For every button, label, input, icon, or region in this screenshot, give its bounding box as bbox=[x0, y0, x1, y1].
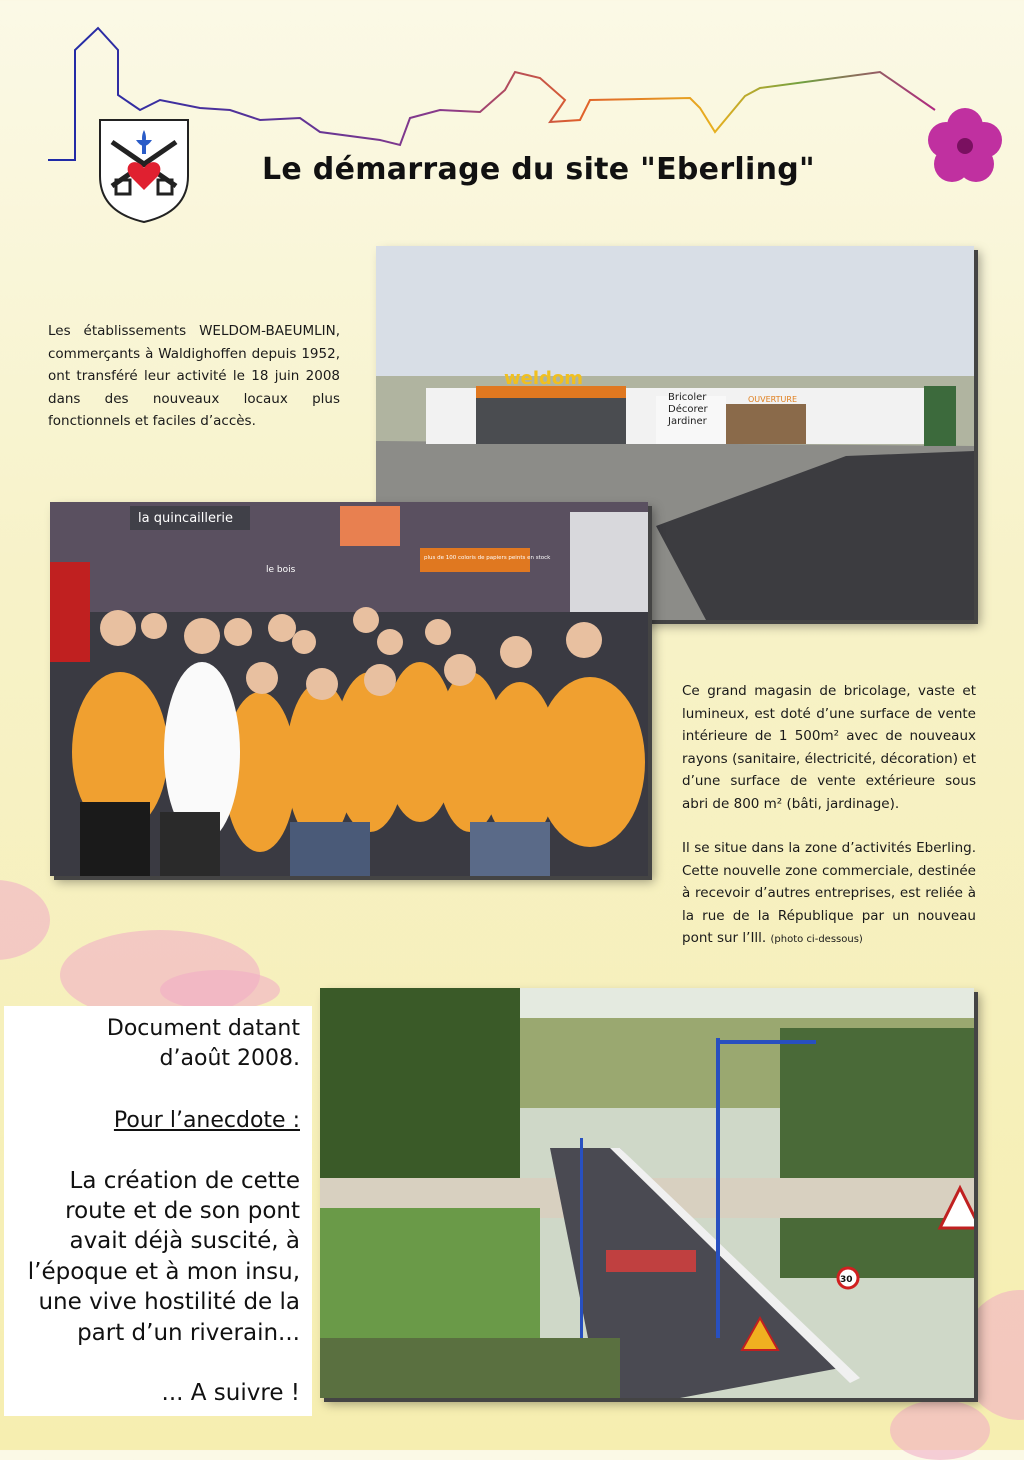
note-story-line-1: La création de cette bbox=[69, 1168, 300, 1194]
store-sign-bricoler: Bricoler bbox=[668, 392, 707, 403]
note-story-line-3: avait déjà suscité, à bbox=[69, 1228, 300, 1254]
note-story-line-2: route et de son pont bbox=[65, 1198, 300, 1224]
store-brand-sign: weldom bbox=[504, 368, 584, 389]
store-description-paragraph: Ce grand magasin de bricolage, vaste et lumineux, est doté d’une surface de vente intérieure de 1 500m² avec de nouveaux rayons (sanitaire, électricité, décoration) et d’une surface de vente extérieure sous abri de 800 m² (bâti, jardinage). bbox=[682, 683, 976, 812]
flower-right-decoration-2 bbox=[890, 1400, 990, 1460]
photo-caption-note: (photo ci-dessous) bbox=[770, 934, 863, 945]
store-banner-opening: OUVERTURE bbox=[748, 395, 798, 404]
page-title: Le démarrage du site "Eberling" bbox=[262, 152, 815, 187]
anecdote-note-box bbox=[4, 1006, 312, 1416]
coat-of-arms-icon bbox=[96, 116, 192, 224]
note-document-date-line1: Document datant bbox=[106, 1016, 300, 1041]
note-document-date-line2: d’août 2008. bbox=[159, 1046, 300, 1071]
location-paragraph bbox=[682, 837, 976, 952]
flower-left-decoration-3 bbox=[160, 970, 280, 1010]
intro-paragraph: Les établissements WELDOM-BAEUMLIN, commerçants à Waldighoffen depuis 1952, ont transféré leur activité le 18 juin 2008 dans des nouveaux locaux plus fonctionnels et faciles d’accès. bbox=[48, 323, 340, 429]
speed-limit-sign: 30 bbox=[840, 1275, 853, 1285]
note-story-line-4: l’époque et à mon insu, bbox=[27, 1259, 300, 1285]
sign-le-bois: le bois bbox=[266, 565, 296, 575]
note-anecdote-heading: Pour l’anecdote : bbox=[113, 1108, 300, 1133]
staff-group-photo bbox=[50, 502, 648, 876]
note-story-line-6: part d’un riverain... bbox=[77, 1320, 300, 1346]
note-story-line-5: une vive hostilité de la bbox=[38, 1289, 300, 1315]
sign-papiers-peints: plus de 100 coloris de papiers peints en stock bbox=[424, 555, 551, 561]
store-sign-jardiner: Jardiner bbox=[668, 416, 707, 427]
sign-quincaillerie: la quincaillerie bbox=[138, 511, 233, 526]
flower-top-right-icon bbox=[926, 108, 1004, 182]
road-bridge-photo bbox=[320, 988, 974, 1398]
location-text: Il se situe dans la zone d’activités Eberling. Cette nouvelle zone commerciale, destinée à recevoir d’autres entreprises, est reliée à la rue de la République par un nouveau pont sur l’Ill. bbox=[682, 840, 976, 946]
flower-left-decoration bbox=[0, 880, 50, 960]
note-to-be-continued: ... A suivre ! bbox=[161, 1380, 300, 1406]
store-sign-decorer: Décorer bbox=[668, 404, 708, 415]
